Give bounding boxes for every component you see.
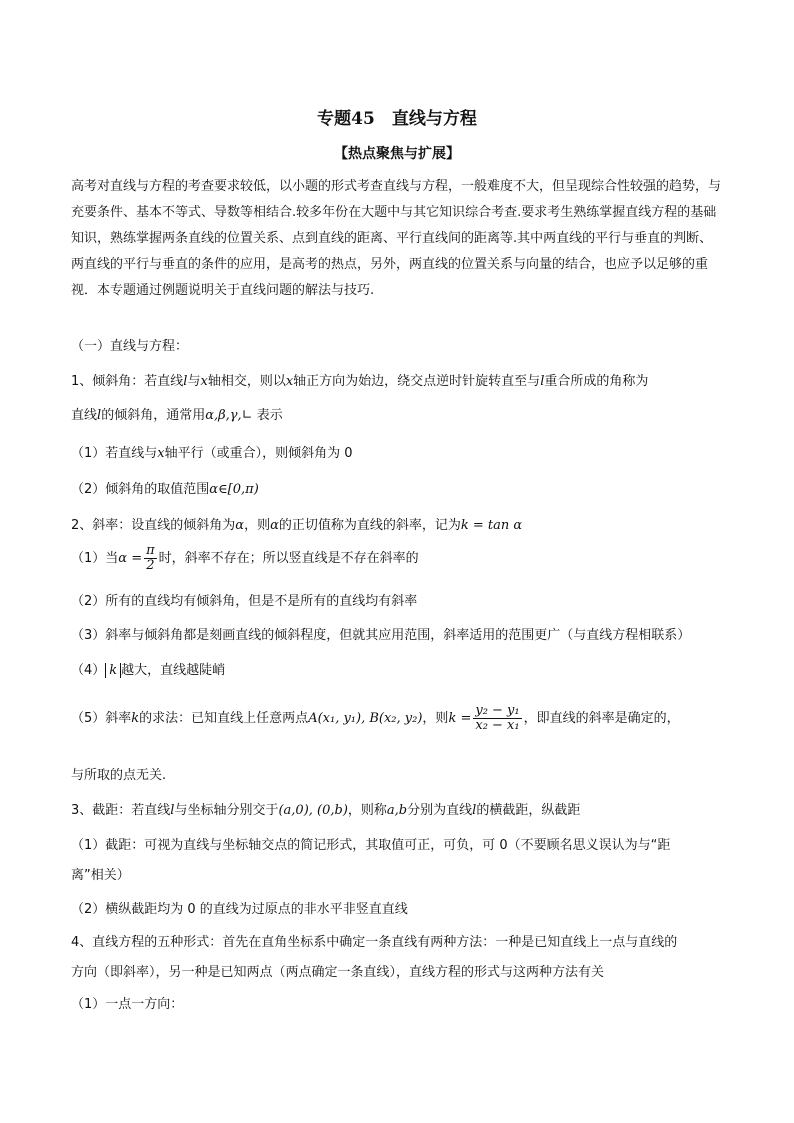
- item-1-2: （2）倾斜角的取值范围α∈[0,π): [71, 482, 259, 497]
- item-2-4: （4） k 越大，直线越陡峭: [71, 663, 226, 678]
- section-1-heading: （一）直线与方程：: [71, 339, 189, 354]
- item-2-5-continued: 与所取的点无关.: [71, 768, 167, 783]
- item-2-slope: 2、斜率：设直线的倾斜角为α，则α的正切值称为直线的斜率，记为k = tan α: [71, 518, 523, 533]
- item-4-line1: 4、直线方程的五种形式：首先在直角坐标系中确定一条直线有两种方法：一种是已知直线上一点与直线的: [71, 935, 678, 950]
- intro-paragraph: 高考对直线与方程的考查要求较低，以小题的形式考查直线与方程，一般难度不大，但呈现综合性较强的趋势，与充要条件、基本不等式、导数等相结合.较多年份在大题中与其它知识综合考查.要求考生熟练掌握直线方程的基础知识，熟练掌握两条直线的位置关系、点到直线的距离、平行直线间的距离等.其中两直线的平行与垂直的判断、两直线的平行与垂直的条件的应用，是高考的热点，另外，两直线的位置关系与向量的结合，也应予以足够的重视．本专题通过例题说明关于直线问题的解法与技巧.: [71, 179, 722, 298]
- item-1-inclination-line1: 1、倾斜角：若直线l与x轴相交，则以x轴正方向为始边，绕交点逆时针旋转直至与l重合所成的角称为: [71, 374, 649, 389]
- item-2-3: （3）斜率与倾斜角都是刻画直线的倾斜程度，但就其应用范围，斜率适用的范围更广（与直线方程相联系）: [71, 628, 691, 643]
- item-2-5: （5）斜率k的求法：已知直线上任意两点A(x₁, y₁), B(x₂, y₂)，则k = $\frac{\text{y₂ − y₁}}{\text{x₂ − x₁}}$ ，即直线的斜率是确定的，: [71, 703, 680, 733]
- section-heading: 【热点聚焦与扩展】: [334, 146, 460, 162]
- item-2-1: （1）当α = $\frac{\pi}{2}$ 时，斜率不存在；所以竖直线是不存在斜率的: [71, 543, 419, 573]
- item-3-1-line1: （1）截距：可视为直线与坐标轴交点的简记形式，其取值可正，可负，可 0（不要顾名思义误认为与“距: [71, 838, 671, 853]
- document-title: 专题45 直线与方程: [317, 109, 477, 129]
- item-4-1: （1）一点一方向：: [71, 997, 184, 1012]
- item-3-intercept: 3、截距：若直线l与坐标轴分别交于(a,0), (0,b)，则称a,b分别为直线l的横截距，纵截距: [71, 803, 581, 818]
- item-1-1: （1）若直线与x轴平行（或重合），则倾斜角为 0: [71, 446, 353, 461]
- item-3-2: （2）横纵截距均为 0 的直线为过原点的非水平非竖直直线: [71, 902, 408, 917]
- item-3-1-line2: 离”相关）: [71, 868, 130, 883]
- slope-fraction: $\frac{\text{y₂ − y₁}}{\text{x₂ − x₁}}$: [475, 703, 520, 733]
- item-2-2: （2）所有的直线均有倾斜角，但是不是所有的直线均有斜率: [71, 594, 418, 609]
- item-1-inclination-line2: 直线l的倾斜角，通常用α,β,γ,∟ 表示: [71, 408, 283, 423]
- fraction-pi-over-2: $\frac{\pi}{2}$: [146, 543, 155, 573]
- item-4-line2: 方向（即斜率），另一种是已知两点（两点确定一条直线），直线方程的形式与这两种方法有关: [71, 965, 605, 980]
